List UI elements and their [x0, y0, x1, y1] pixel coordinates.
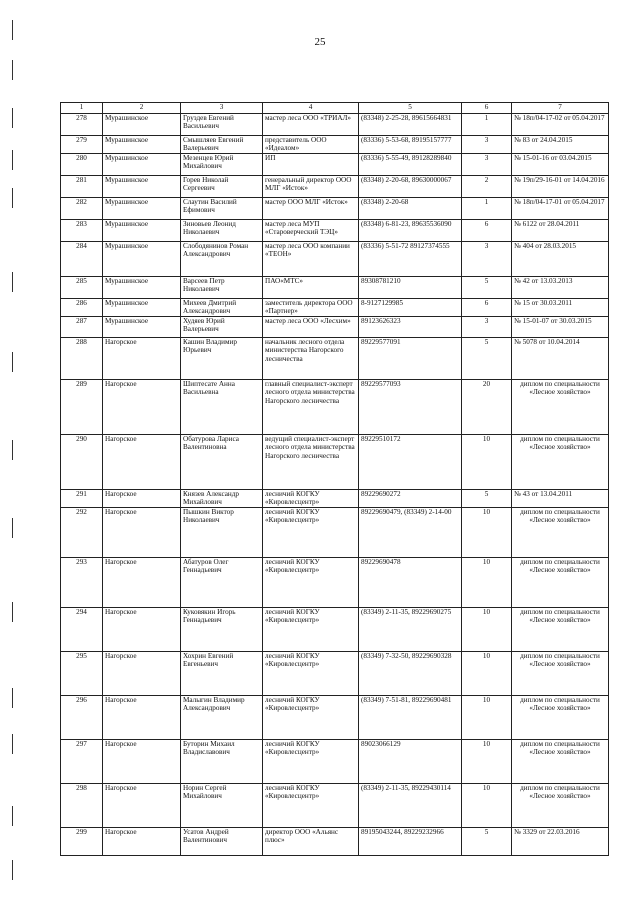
- phone-cell: (83348) 2-20-68: [359, 198, 462, 220]
- name-cell: Абатуров Олег Геннадьевич: [181, 558, 263, 608]
- district-cell: Мурашинское: [103, 136, 181, 154]
- table-row: [61, 828, 609, 856]
- district-cell: Мурашинское: [103, 242, 181, 277]
- document-cell: диплом по специальности «Лесное хозяйство»: [512, 740, 609, 784]
- district-cell: Нагорское: [103, 435, 181, 490]
- district-cell: Нагорское: [103, 608, 181, 652]
- name-cell: Мезенцев Юрий Михайлович: [181, 154, 263, 176]
- document-cell: № 3329 от 22.03.2016: [512, 828, 609, 856]
- document-cell: № 15 от 30.03.2011: [512, 299, 609, 317]
- phone-cell: 89023066129: [359, 740, 462, 784]
- position-cell: главный специалист-эксперт лесного отдела министерства Нагорского лесничества: [263, 380, 359, 435]
- row-number: 283: [61, 220, 103, 242]
- experience-cell: 10: [462, 508, 512, 558]
- row-number: 296: [61, 696, 103, 740]
- position-cell: лесничий КОГКУ «Кировлесцентр»: [263, 784, 359, 828]
- phone-cell: 89229577093: [359, 380, 462, 435]
- position-cell: лесничий КОГКУ «Кировлесцентр»: [263, 490, 359, 508]
- experience-cell: 1: [462, 114, 512, 136]
- binding-mark: [2, 60, 13, 80]
- document-cell: № 42 от 13.03.2013: [512, 277, 609, 299]
- district-cell: Нагорское: [103, 490, 181, 508]
- binding-mark: [2, 20, 13, 40]
- district-cell: Нагорское: [103, 338, 181, 380]
- phone-cell: (83349) 7-51-81, 89229690481: [359, 696, 462, 740]
- document-cell: № 15-01-07 от 30.03.2015: [512, 317, 609, 338]
- phone-cell: 89229690479, (83349) 2-14-00: [359, 508, 462, 558]
- binding-mark: [2, 150, 13, 170]
- experience-cell: 10: [462, 784, 512, 828]
- experience-cell: 5: [462, 277, 512, 299]
- experience-cell: 10: [462, 740, 512, 784]
- header-cell: 5: [359, 103, 462, 114]
- phone-cell: 89229510172: [359, 435, 462, 490]
- name-cell: Шиптесате Анна Васильевна: [181, 380, 263, 435]
- header-cell: 1: [61, 103, 103, 114]
- header-cell: 2: [103, 103, 181, 114]
- row-number: 280: [61, 154, 103, 176]
- table-row: [61, 154, 609, 176]
- position-cell: мастер леса ООО компании «ТЕОН»: [263, 242, 359, 277]
- table-row: [61, 198, 609, 220]
- name-cell: Куковякин Игорь Геннадьевич: [181, 608, 263, 652]
- row-number: 282: [61, 198, 103, 220]
- district-cell: Нагорское: [103, 558, 181, 608]
- name-cell: Варсеев Петр Николаевич: [181, 277, 263, 299]
- name-cell: Буторин Михаил Владиславович: [181, 740, 263, 784]
- binding-mark: [2, 602, 13, 622]
- district-cell: Мурашинское: [103, 154, 181, 176]
- experience-cell: 10: [462, 652, 512, 696]
- district-cell: Нагорское: [103, 740, 181, 784]
- document-cell: диплом по специальности «Лесное хозяйство»: [512, 608, 609, 652]
- name-cell: Хохрин Евгений Евгеньевич: [181, 652, 263, 696]
- experience-cell: 2: [462, 176, 512, 198]
- experience-cell: 10: [462, 608, 512, 652]
- phone-cell: (83349) 2-11-35, 89229430114: [359, 784, 462, 828]
- position-cell: лесничий КОГКУ «Кировлесцентр»: [263, 652, 359, 696]
- header-cell: 6: [462, 103, 512, 114]
- row-number: 290: [61, 435, 103, 490]
- page-number: 25: [314, 36, 326, 48]
- row-number: 278: [61, 114, 103, 136]
- district-cell: Нагорское: [103, 784, 181, 828]
- position-cell: начальник лесного отдела министерства Нагорского лесничества: [263, 338, 359, 380]
- position-cell: мастер леса ООО «Лесхим»: [263, 317, 359, 338]
- binding-mark: [2, 860, 13, 880]
- phone-cell: (83336) 5-51-72 89127374555: [359, 242, 462, 277]
- table-row: [61, 652, 609, 696]
- experience-cell: 10: [462, 435, 512, 490]
- experience-cell: 6: [462, 220, 512, 242]
- phone-cell: 89229577091: [359, 338, 462, 380]
- document-cell: № 18п/04-17-02 от 05.04.2017: [512, 114, 609, 136]
- table-row: [61, 508, 609, 558]
- binding-mark: [2, 518, 13, 538]
- experience-cell: 3: [462, 317, 512, 338]
- document-cell: диплом по специальности «Лесное хозяйство»: [512, 696, 609, 740]
- document-cell: № 15-01-16 от 03.04.2015: [512, 154, 609, 176]
- experience-cell: 10: [462, 696, 512, 740]
- district-cell: Нагорское: [103, 696, 181, 740]
- phone-cell: 89229690272: [359, 490, 462, 508]
- binding-mark: [2, 806, 13, 826]
- district-cell: Мурашинское: [103, 198, 181, 220]
- table-row: [61, 558, 609, 608]
- name-cell: Слободянинов Роман Александрович: [181, 242, 263, 277]
- row-number: 287: [61, 317, 103, 338]
- table-row: [61, 784, 609, 828]
- header-cell: 4: [263, 103, 359, 114]
- district-cell: Мурашинское: [103, 176, 181, 198]
- row-number: 299: [61, 828, 103, 856]
- document-cell: № 6122 от 28.04.2011: [512, 220, 609, 242]
- district-cell: Мурашинское: [103, 299, 181, 317]
- position-cell: генеральный директор ООО МЛГ «Исток»: [263, 176, 359, 198]
- district-cell: Нагорское: [103, 828, 181, 856]
- table-row: [61, 380, 609, 435]
- experience-cell: 3: [462, 154, 512, 176]
- document-cell: № 18п/04-17-01 от 05.04.2017: [512, 198, 609, 220]
- experience-cell: 5: [462, 338, 512, 380]
- district-cell: Мурашинское: [103, 317, 181, 338]
- table-row: [61, 338, 609, 380]
- position-cell: ведущий специалист-эксперт лесного отдела министерства Нагорского лесничества: [263, 435, 359, 490]
- binding-mark: [2, 440, 13, 460]
- name-cell: Малыгин Владимир Александрович: [181, 696, 263, 740]
- row-number: 286: [61, 299, 103, 317]
- experience-cell: 6: [462, 299, 512, 317]
- experience-cell: 10: [462, 558, 512, 608]
- table-row: [61, 176, 609, 198]
- table-row: [61, 220, 609, 242]
- position-cell: лесничий КОГКУ «Кировлесцентр»: [263, 696, 359, 740]
- table-row: [61, 608, 609, 652]
- position-cell: мастер леса ООО «ТРИАЛ»: [263, 114, 359, 136]
- phone-cell: (83336) 5-53-68, 89195157777: [359, 136, 462, 154]
- district-cell: Нагорское: [103, 508, 181, 558]
- row-number: 289: [61, 380, 103, 435]
- position-cell: директор ООО «Альянс плюс»: [263, 828, 359, 856]
- binding-mark: [2, 108, 13, 128]
- table-row: [61, 242, 609, 277]
- name-cell: Груздев Евгений Васильевич: [181, 114, 263, 136]
- position-cell: лесничий КОГКУ «Кировлесцентр»: [263, 608, 359, 652]
- name-cell: Кашин Владимир Юрьевич: [181, 338, 263, 380]
- document-cell: № 19п/29-16-01 от 14.04.2016: [512, 176, 609, 198]
- row-number: 295: [61, 652, 103, 696]
- binding-mark: [2, 688, 13, 708]
- table-row: [61, 136, 609, 154]
- district-cell: Мурашинское: [103, 114, 181, 136]
- document-cell: диплом по специальности «Лесное хозяйство»: [512, 435, 609, 490]
- row-number: 281: [61, 176, 103, 198]
- document-cell: № 83 от 24.04.2015: [512, 136, 609, 154]
- row-number: 292: [61, 508, 103, 558]
- table-row: [61, 114, 609, 136]
- row-number: 294: [61, 608, 103, 652]
- district-cell: Нагорское: [103, 380, 181, 435]
- experience-cell: 20: [462, 380, 512, 435]
- binding-mark: [2, 352, 13, 372]
- phone-cell: (83336) 5-55-49, 89128289840: [359, 154, 462, 176]
- document-cell: № 43 от 13.04.2011: [512, 490, 609, 508]
- position-cell: лесничий КОГКУ «Кировлесцентр»: [263, 558, 359, 608]
- document-cell: диплом по специальности «Лесное хозяйство»: [512, 652, 609, 696]
- phone-cell: 89308781210: [359, 277, 462, 299]
- document-cell: диплом по специальности «Лесное хозяйство»: [512, 508, 609, 558]
- name-cell: Михеев Дмитрий Александрович: [181, 299, 263, 317]
- experience-cell: 5: [462, 490, 512, 508]
- name-cell: Пышкин Виктор Николаевич: [181, 508, 263, 558]
- phone-cell: (83348) 6-81-23, 89635536090: [359, 220, 462, 242]
- table-body: [61, 114, 609, 856]
- district-cell: Нагорское: [103, 652, 181, 696]
- row-number: 293: [61, 558, 103, 608]
- row-number: 291: [61, 490, 103, 508]
- position-cell: мастер леса МУП «Староверческий ТЭЦ»: [263, 220, 359, 242]
- row-number: 285: [61, 277, 103, 299]
- phone-cell: 89123626323: [359, 317, 462, 338]
- table-row: [61, 299, 609, 317]
- name-cell: Худяев Юрий Валерьевич: [181, 317, 263, 338]
- phone-cell: 8-9127129985: [359, 299, 462, 317]
- position-cell: мастер ООО МЛГ «Исток»: [263, 198, 359, 220]
- table-row: [61, 490, 609, 508]
- name-cell: Князев Александр Михайлович: [181, 490, 263, 508]
- name-cell: Слаутин Василий Ефимович: [181, 198, 263, 220]
- binding-mark: [2, 272, 13, 292]
- row-number: 298: [61, 784, 103, 828]
- document-cell: диплом по специальности «Лесное хозяйство»: [512, 558, 609, 608]
- experience-cell: 5: [462, 828, 512, 856]
- position-cell: заместитель директора ООО «Партнер»: [263, 299, 359, 317]
- binding-mark: [2, 188, 13, 208]
- district-cell: Мурашинское: [103, 220, 181, 242]
- table-row: [61, 435, 609, 490]
- phone-cell: (83348) 2-25-28, 89615664831: [359, 114, 462, 136]
- header-cell: 3: [181, 103, 263, 114]
- position-cell: лесничий КОГКУ «Кировлесцентр»: [263, 508, 359, 558]
- row-number: 297: [61, 740, 103, 784]
- name-cell: Усатов Андрей Валентинович: [181, 828, 263, 856]
- document-cell: диплом по специальности «Лесное хозяйство»: [512, 784, 609, 828]
- phone-cell: (83349) 7-32-50, 89229690328: [359, 652, 462, 696]
- registry-table: [60, 102, 609, 856]
- document-cell: № 5078 от 10.04.2014: [512, 338, 609, 380]
- position-cell: ИП: [263, 154, 359, 176]
- table-row: [61, 696, 609, 740]
- header-row: [61, 103, 609, 114]
- phone-cell: (83348) 2-20-68, 89630000067: [359, 176, 462, 198]
- experience-cell: 1: [462, 198, 512, 220]
- name-cell: Смышляев Евгений Валерьевич: [181, 136, 263, 154]
- name-cell: Обатурова Лариса Валентиновна: [181, 435, 263, 490]
- document-cell: диплом по специальности «Лесное хозяйство»: [512, 380, 609, 435]
- district-cell: Мурашинское: [103, 277, 181, 299]
- experience-cell: 3: [462, 136, 512, 154]
- document-cell: № 404 от 28.03.2015: [512, 242, 609, 277]
- row-number: 288: [61, 338, 103, 380]
- name-cell: Зиновьев Леонид Николаевич: [181, 220, 263, 242]
- header-cell: 7: [512, 103, 609, 114]
- position-cell: ПАО«МТС»: [263, 277, 359, 299]
- row-number: 284: [61, 242, 103, 277]
- experience-cell: 3: [462, 242, 512, 277]
- name-cell: Норин Сергей Михайлович: [181, 784, 263, 828]
- phone-cell: 89229690478: [359, 558, 462, 608]
- table-row: [61, 740, 609, 784]
- phone-cell: 89195043244, 89229232966: [359, 828, 462, 856]
- position-cell: лесничий КОГКУ «Кировлесцентр»: [263, 740, 359, 784]
- phone-cell: (83349) 2-11-35, 89229690275: [359, 608, 462, 652]
- table-row: [61, 317, 609, 338]
- table-row: [61, 277, 609, 299]
- row-number: 279: [61, 136, 103, 154]
- position-cell: представитель ООО «Идеалом»: [263, 136, 359, 154]
- binding-mark: [2, 734, 13, 754]
- name-cell: Горев Николай Сергеевич: [181, 176, 263, 198]
